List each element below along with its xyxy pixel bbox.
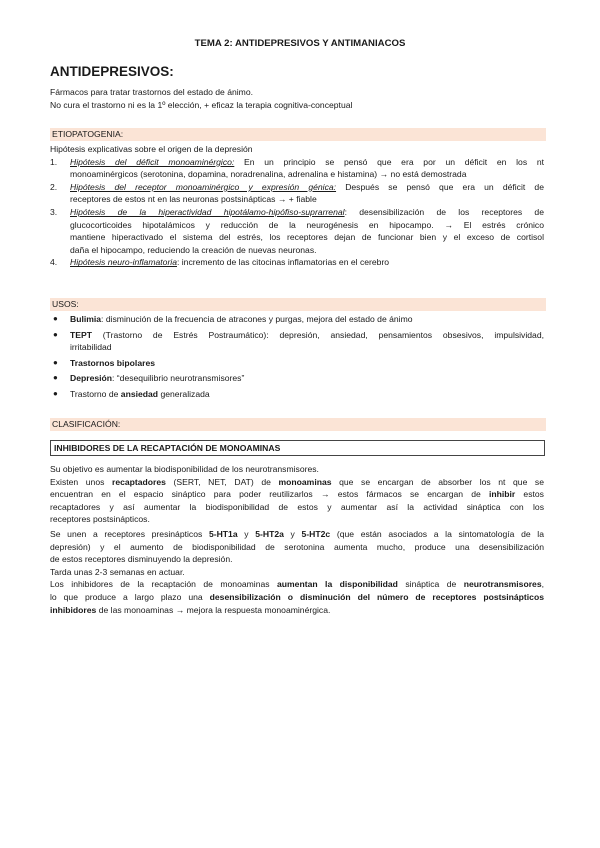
hypothesis-term: Hipótesis de la hiperactividad hipotálamo-hipófiso-suprarrenal [70,206,345,217]
text-run: de las monoaminas → mejora la respuesta monoaminérgica. [96,604,331,615]
uso-term: Bulimia [70,314,102,324]
list-item [50,372,544,385]
intro-line: No cura el trastorno ni es la 1º elección, + eficaz la terapia cognitiva-conceptual [50,99,353,110]
list-number: 4. [50,257,58,268]
bullet-icon: ● [53,329,58,339]
bullet-icon: ● [53,357,58,367]
paragraph-line [50,591,544,604]
bold-run: 5-HT2c [301,528,331,539]
uso-text: : disminución de la frecuencia de atracones y purgas, mejora del estado de ánimo [101,314,413,324]
usos-list [50,313,544,401]
uso-term: TEPT [70,329,92,340]
hypothesis-term: Hipótesis neuro-inflamatoria [70,257,177,268]
text-run: (SERT, NET, DAT) de [165,476,279,487]
uso-text: generalizada [158,388,210,399]
intro-text [50,86,544,111]
text-run: sináptica de [397,579,464,590]
bullet-icon: ● [53,314,58,323]
etiopatogenia-lead: Hipótesis explicativas sobre el origen de la depresión [50,144,253,154]
text-run: lo que produce a largo plazo una [50,591,210,602]
bold-run: neurotransmisores [463,579,542,590]
bold-run: inhibidores [50,604,97,615]
uso-text: : “desequilibrio neurotransmisores” [112,373,245,384]
list-item [50,156,544,181]
bullet-icon: ● [53,388,58,398]
uso-text: (Trastorno de Estrés Postraumático): depresión, ansiedad, pensamientos obsesivos, impulsividad, [91,329,544,340]
paragraph: Su objetivo es aumentar la biodisponibilidad de los neurotransmisores. [50,464,319,474]
list-item [50,313,544,326]
list-number: 2. [50,181,58,192]
paragraph: Tarda unas 2-3 semanas en actuar. [50,566,185,577]
clasificacion-band [50,418,546,431]
list-item [50,206,544,256]
clasificacion-content [50,463,544,616]
bold-run: monoaminas [278,476,332,487]
list-item [50,329,544,354]
uso-term: Depresión [70,373,113,384]
paragraph-line [50,604,544,617]
paragraph-line [50,578,544,591]
bold-run: aumentan la disponibilidad [277,579,398,590]
bullet-icon: ● [53,373,58,383]
uso-text: Trastorno de [70,388,121,399]
hypothesis-text: : incremento de las citocinas inflamatorias en el cerebro [177,257,390,268]
clasificacion-label: CLASIFICACIÓN: [52,419,121,429]
uso-text: irritabilidad [70,342,112,353]
list-line: glucocorticoides hipotalámicos y reducción de la neurogénesis en hipocampo. → El estrés crónico [70,219,544,230]
bold-run: desensibilización o disminución del número de receptores postsinápticos [209,591,544,602]
list-item [50,388,544,401]
list-item [50,181,544,206]
text-run: encuentran en el espacio sináptico para poder reutilizarlos → estos fármacos se encargan de [50,489,489,500]
page-title: TEMA 2: ANTIDEPRESIVOS Y ANTIMANIACOS [194,38,406,49]
usos-label: USOS: [52,299,79,309]
bold-run: recaptadores [111,476,166,487]
etiopatogenia-label: ETIOPATOGENIA: [52,129,124,139]
hypothesis-text: En un principio se pensó que era por un déficit en los nt [234,156,544,167]
inhibidores-box [50,440,545,456]
usos-band [50,298,546,311]
paragraph-line [50,488,544,501]
list-line [70,206,544,219]
usos-content [50,313,544,401]
uso-term: ansiedad [120,388,159,399]
intro-line: Fármacos para tratar trastornos del estado de ánimo. [50,87,254,97]
list-item [50,357,544,370]
text-run: (que están asociados a la sintomatología de la [330,528,544,539]
list-line: monoaminérgicos (serotonina, dopamina, noradrenalina, adrenalina e histamina) → no está demostrada [70,169,467,180]
paragraph-line [50,476,544,489]
hypothesis-text: Después se pensó que era un déficit de [336,181,544,192]
hypothesis-term: Hipótesis del déficit monoaminérgico: [70,156,235,167]
bold-run: 5-HT1a [208,528,238,539]
text-run: Se unen a receptores presinápticos [50,528,209,539]
hypothesis-text: : desensibilización de los receptores de [344,206,544,217]
text-run: , [541,579,544,590]
text-run: Los inhibidores de la recaptación de monoaminas [50,579,278,590]
bold-run: 5-HT2a [255,528,284,539]
paragraph-line: recaptadores y así aumentar la biodisponibilidad de estos y aumentar así la actividad sináptica con los [50,501,544,512]
section-heading-antidepresivos: ANTIDEPRESIVOS: [50,64,174,79]
text-run: que se encargan de absorber los nt que se [331,476,545,487]
list-line [70,256,544,269]
text-run: estos [515,489,544,500]
text-run: Existen unos [50,476,112,487]
list-number: 3. [50,206,58,217]
inhibidores-heading: INHIBIDORES DE LA RECAPTACIÓN DE MONOAMINAS [54,443,281,453]
list-item [50,256,544,269]
list-line [70,156,544,169]
uso-term: Trastornos bipolares [70,357,156,368]
bold-run: inhibir [488,489,516,500]
hypothesis-list [50,156,544,269]
paragraph-line: de estos receptores disminuyendo la depresión. [50,554,233,565]
paragraph-line [50,528,544,541]
list-number: 1. [50,156,58,167]
paragraph-line: depresión) y el aumento de biodisponibilidad de serotonina aumenta mucho, produce una desensibilización [50,541,544,552]
etiopatogenia-content [50,143,544,269]
list-line: mantiene hiperactivado el sistema del estrés, los receptores dejan de funcionar bien y el exceso de cortisol [70,232,544,243]
text-run: y [283,528,302,539]
etiopatogenia-band [50,128,546,141]
text-run: y [237,528,256,539]
list-line [70,181,544,194]
paragraph-line: receptores postsinápticos. [50,514,150,525]
list-line: receptores de estos nt en las neuronas postsinápticas → + fiable [70,194,317,205]
hypothesis-term: Hipótesis del receptor monoaminérgico y expresión génica: [70,181,337,192]
list-line: daña el hipocampo, reduciendo la creación de nuevas neuronas. [70,244,317,255]
